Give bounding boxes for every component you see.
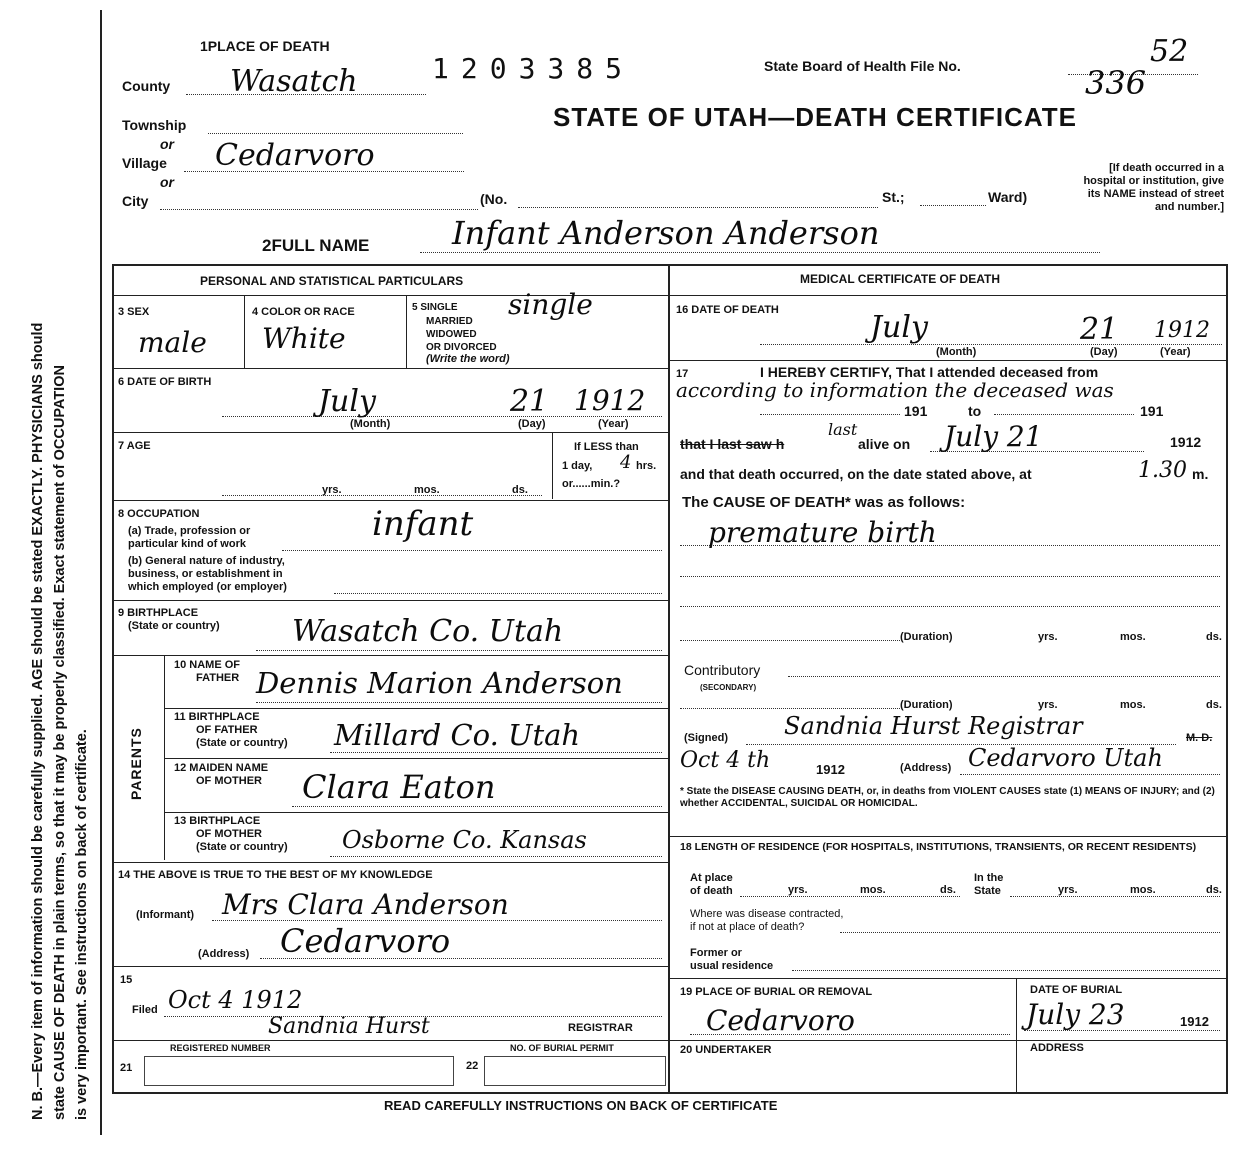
- item-21-number: 21: [120, 1062, 133, 1074]
- contracted-label: Where was disease contracted,: [690, 908, 844, 920]
- dob-year-caption: (Year): [598, 418, 629, 430]
- or-2: or: [160, 174, 174, 190]
- birthplace-value: Wasatch Co. Utah: [292, 614, 564, 649]
- no-label: (No.: [480, 191, 508, 207]
- grid-top: [112, 264, 1228, 266]
- res-mos-2: mos.: [1130, 884, 1156, 896]
- registered-number-label: REGISTERED NUMBER: [170, 1043, 271, 1053]
- place-of-death-label: 1PLACE OF DEATH: [200, 38, 330, 54]
- registrar-label: REGISTRAR: [568, 1022, 633, 1034]
- state-label: State: [974, 885, 1001, 897]
- grid-left: [112, 264, 114, 1094]
- marital-write: (Write the word): [426, 353, 510, 365]
- duration-label-1: (Duration): [900, 631, 953, 643]
- occupation-label: 8 OCCUPATION: [118, 508, 200, 520]
- res-yrs-2: yrs.: [1058, 884, 1078, 896]
- parents-label: PARENTS: [128, 727, 144, 800]
- signed-address-label: (Address): [900, 762, 952, 774]
- dod-label: 16 DATE OF DEATH: [676, 304, 779, 316]
- form-left-border: [100, 10, 102, 1135]
- side-note-line2: state CAUSE OF DEATH in plain terms, so that it may be properly classified. Exact statement of OCCUPATION: [52, 365, 68, 1120]
- time-of-death: 1.30: [1138, 458, 1187, 483]
- mother-bp-value: Osborne Co. Kansas: [342, 826, 587, 854]
- marital-value: single: [508, 288, 593, 321]
- knowledge-label: 14 THE ABOVE IS TRUE TO THE BEST OF MY KNOWLEDGE: [118, 869, 433, 881]
- city-label: City: [122, 193, 149, 209]
- informant-address-value: Cedarvoro: [280, 922, 451, 960]
- cause-value: premature birth: [708, 516, 937, 549]
- less-than-label: If LESS than: [574, 441, 639, 453]
- signed-value: Sandnia Hurst Registrar: [784, 712, 1083, 740]
- alive-on-year: 1912: [1170, 434, 1202, 450]
- registered-number-box: [144, 1056, 454, 1086]
- ward-label: Ward): [988, 189, 1028, 205]
- duration-mos-2: mos.: [1120, 699, 1146, 711]
- burial-value: Cedarvoro: [706, 1004, 855, 1037]
- item-15-number: 15: [120, 974, 133, 986]
- file-no-label: State Board of Health File No.: [764, 58, 961, 74]
- according-text: according to information the deceased was: [676, 378, 1114, 402]
- dod-month: July: [870, 310, 928, 345]
- township-label: Township: [122, 117, 187, 133]
- burial-date-label: DATE OF BURIAL: [1030, 984, 1123, 996]
- registrar-signature: Sandnia Hurst: [268, 1014, 430, 1039]
- at-place-label: At place: [690, 872, 733, 884]
- burial-date-value: July 23: [1026, 998, 1125, 1031]
- undertaker-label: 20 UNDERTAKER: [680, 1044, 772, 1056]
- occupation-b2: business, or establishment in: [128, 568, 283, 580]
- filed-label: Filed: [132, 1004, 158, 1016]
- personal-section-title: PERSONAL AND STATISTICAL PARTICULARS: [200, 274, 464, 288]
- burial-permit-box: [484, 1056, 666, 1086]
- residence-label: 18 LENGTH OF RESIDENCE (FOR HOSPITALS, INSTITUTIONS, TRANSIENTS, OR RECENT RESIDENTS): [680, 841, 1197, 853]
- usual-residence-label: usual residence: [690, 960, 774, 972]
- sex-value: male: [138, 326, 207, 359]
- if-not-label: if not at place of death?: [690, 921, 805, 933]
- burial-permit-label: NO. OF BURIAL PERMIT: [510, 1043, 614, 1053]
- alive-on-label: alive on: [858, 436, 911, 452]
- certificate-number: 1203385: [432, 52, 635, 85]
- or-1: or: [160, 136, 174, 152]
- secondary-label: (SECONDARY): [700, 683, 757, 692]
- dod-day: 21: [1080, 312, 1119, 347]
- duration-ds-1: ds.: [1206, 631, 1222, 643]
- mother-bp-label: 13 BIRTHPLACE: [174, 815, 261, 827]
- or-min-label: or......min.?: [562, 478, 621, 490]
- marital-label-3: WIDOWED: [426, 329, 477, 340]
- range-year-2: 191: [1140, 403, 1164, 419]
- father-bp-value: Millard Co. Utah: [334, 718, 581, 752]
- village-value: Cedarvoro: [215, 138, 375, 173]
- footnote: * State the DISEASE CAUSING DEATH, or, in deaths from VIOLENT CAUSES state (1) MEANS OF INJURY; and (2) whether ACCIDENTAL, SUICIDAL OR HOMICIDAL.: [680, 786, 1215, 809]
- grid-middle: [668, 264, 670, 1094]
- res-yrs-1: yrs.: [788, 884, 808, 896]
- dod-year-caption: (Year): [1160, 346, 1191, 358]
- village-label: Village: [122, 155, 167, 171]
- signed-label: (Signed): [684, 732, 728, 744]
- item-22-number: 22: [466, 1060, 479, 1072]
- duration-yrs-2: yrs.: [1038, 699, 1058, 711]
- page-title: STATE OF UTAH—DEATH CERTIFICATE: [553, 102, 1077, 132]
- certify-text: I HEREBY CERTIFY, That I attended deceased from: [760, 364, 1099, 380]
- full-name-label: 2FULL NAME: [262, 236, 370, 255]
- hrs-value: 4: [620, 452, 632, 473]
- father-label-2: FATHER: [196, 672, 240, 684]
- dob-day-caption: (Day): [518, 418, 546, 430]
- contributory-label: Contributory: [684, 662, 761, 678]
- st-label: St.;: [882, 189, 905, 205]
- mother-bp-label-3: (State or country): [196, 841, 288, 853]
- birthplace-label: 9 BIRTHPLACE: [118, 607, 199, 619]
- mother-value: Clara Eaton: [302, 768, 496, 806]
- duration-ds-2: ds.: [1206, 699, 1222, 711]
- dob-month: July: [318, 384, 376, 419]
- duration-label-2: (Duration): [900, 699, 953, 711]
- last-insert: last: [828, 420, 858, 439]
- duration-yrs-1: yrs.: [1038, 631, 1058, 643]
- range-to: to: [968, 403, 982, 419]
- marital-label-4: OR DIVORCED: [426, 342, 497, 353]
- mother-bp-label-2: OF MOTHER: [196, 828, 262, 840]
- occupation-a2: particular kind of work: [128, 538, 246, 550]
- sex-label: 3 SEX: [118, 306, 150, 318]
- hrs-label: hrs.: [636, 460, 657, 472]
- in-the-label: In the: [974, 872, 1004, 884]
- marital-label-1: 5 SINGLE: [412, 302, 458, 313]
- informant-label: (Informant): [136, 909, 195, 921]
- county-label: County: [122, 78, 171, 94]
- cause-label: The CAUSE OF DEATH* was as follows:: [682, 494, 966, 511]
- dob-label: 6 DATE OF BIRTH: [118, 376, 212, 388]
- md-label: M. D.: [1186, 732, 1213, 744]
- death-occurred-text: and that death occurred, on the date stated above, at: [680, 466, 1032, 482]
- county-value: Wasatch: [230, 64, 358, 99]
- color-value: White: [262, 322, 346, 355]
- duration-mos-1: mos.: [1120, 631, 1146, 643]
- res-ds-1: ds.: [940, 884, 956, 896]
- range-year-1: 191: [904, 403, 928, 419]
- signed-year: 1912: [816, 762, 845, 777]
- res-ds-2: ds.: [1206, 884, 1222, 896]
- of-death-label: of death: [690, 885, 733, 897]
- dod-year: 1912: [1154, 318, 1210, 343]
- item-17-number: 17: [676, 368, 689, 380]
- undertaker-address-label: ADDRESS: [1030, 1042, 1084, 1054]
- father-label: 10 NAME OF: [174, 659, 241, 671]
- father-bp-label-2: OF FATHER: [196, 724, 258, 736]
- age-mos: mos.: [414, 484, 440, 496]
- dob-month-caption: (Month): [350, 418, 391, 430]
- side-note-line3: is very important. See instructions on back of certificate.: [74, 729, 90, 1120]
- dob-day: 21: [510, 384, 549, 419]
- informant-address-label: (Address): [198, 948, 250, 960]
- burial-year: 1912: [1180, 1014, 1209, 1029]
- grid-right: [1226, 264, 1228, 1094]
- dob-year: 1912: [574, 384, 646, 417]
- time-suffix: m.: [1192, 466, 1209, 482]
- age-yrs: yrs.: [322, 484, 342, 496]
- medical-section-title: MEDICAL CERTIFICATE OF DEATH: [800, 272, 1000, 286]
- occupation-b: (b) General nature of industry,: [128, 555, 285, 567]
- signed-address-value: Cedarvoro Utah: [968, 744, 1163, 772]
- age-label: 7 AGE: [118, 440, 151, 452]
- one-day-label: 1 day,: [562, 460, 593, 472]
- dod-month-caption: (Month): [936, 346, 977, 358]
- marital-label-2: MARRIED: [426, 316, 473, 327]
- res-mos-1: mos.: [860, 884, 886, 896]
- occupation-a: (a) Trade, profession or: [128, 525, 251, 537]
- birthplace-sub: (State or country): [128, 620, 220, 632]
- filed-value: Oct 4 1912: [168, 986, 303, 1014]
- alive-on-value: July 21: [944, 420, 1043, 453]
- occupation-b3: which employed (or employer): [128, 581, 287, 593]
- father-bp-label-3: (State or country): [196, 737, 288, 749]
- file-no-value: 336: [1085, 64, 1147, 102]
- grid-bottom: [112, 1092, 1228, 1094]
- full-name-value: Infant Anderson Anderson: [452, 214, 880, 252]
- mother-label-2: OF MOTHER: [196, 775, 262, 787]
- signed-date: Oct 4 th: [680, 748, 771, 773]
- burial-label: 19 PLACE OF BURIAL OR REMOVAL: [680, 986, 873, 998]
- side-note-line1: N. B.—Every item of information should be carefully supplied. AGE should be stated EXACTLY. PHYSICIANS should: [30, 322, 46, 1120]
- file-no-top: 52: [1150, 34, 1189, 69]
- last-saw-text: that I last saw h: [680, 436, 785, 452]
- color-label: 4 COLOR OR RACE: [252, 306, 355, 318]
- footer-instructions: READ CAREFULLY INSTRUCTIONS ON BACK OF CERTIFICATE: [384, 1098, 778, 1113]
- hospital-note: [If death occurred in a hospital or institution, give its NAME instead of street and number.]: [1083, 162, 1224, 213]
- age-ds: ds.: [512, 484, 528, 496]
- dod-day-caption: (Day): [1090, 346, 1118, 358]
- occupation-value: infant: [372, 504, 474, 544]
- mother-label: 12 MAIDEN NAME: [174, 762, 269, 774]
- father-bp-label: 11 BIRTHPLACE: [174, 711, 260, 723]
- former-label: Former or: [690, 947, 742, 959]
- father-value: Dennis Marion Anderson: [256, 666, 623, 700]
- informant-value: Mrs Clara Anderson: [222, 888, 509, 921]
